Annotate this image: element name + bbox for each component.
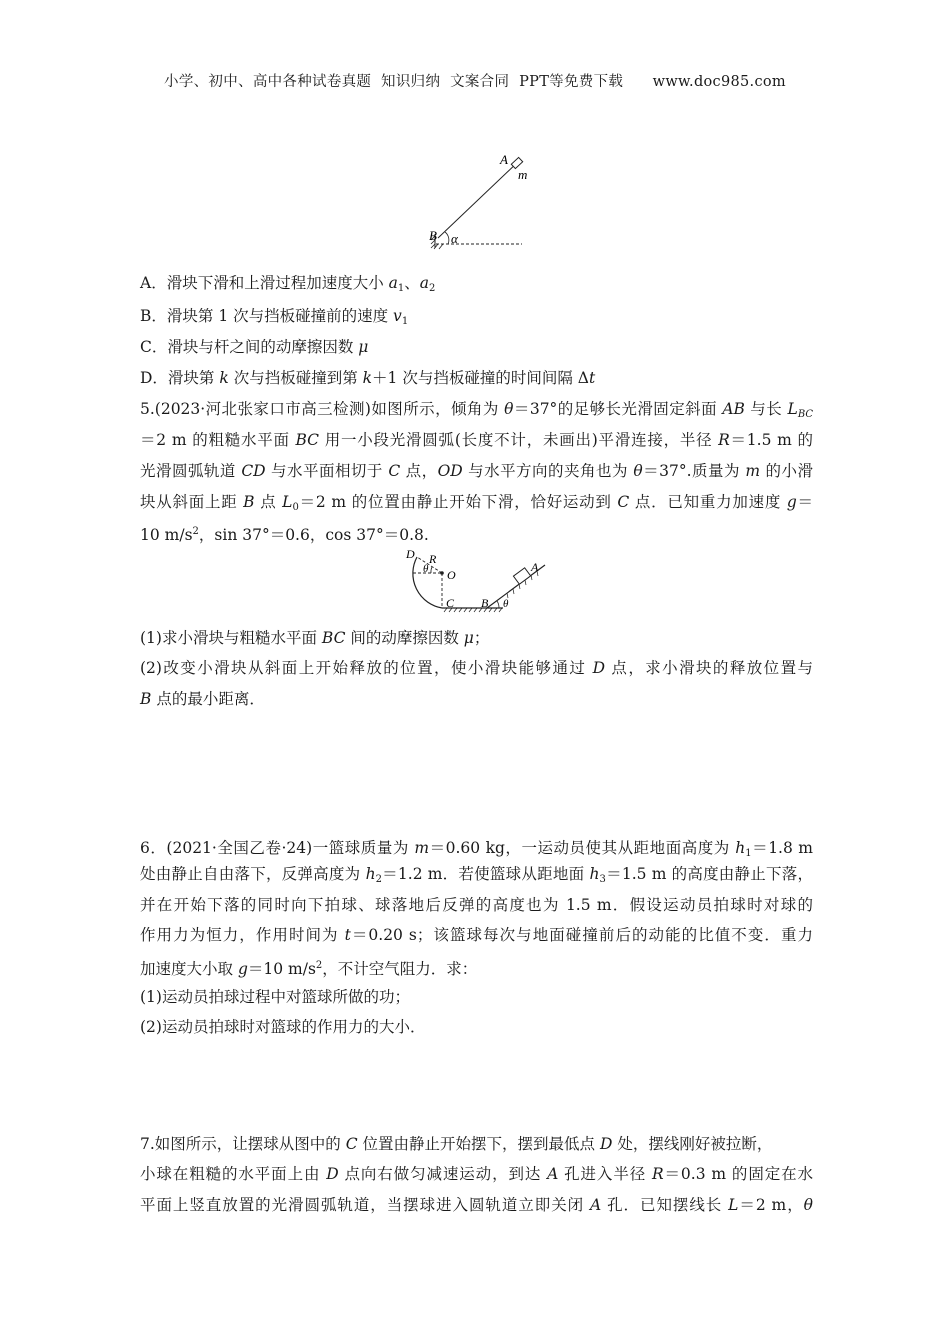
q7-line-2: 小球在粗糙的水平面上由 D 点向右做匀减速运动，到达 A 孔进入半径 R＝0.3 m 的固定在水 <box>140 1165 814 1183</box>
center-point <box>440 571 444 575</box>
label-d: D <box>406 547 415 561</box>
q5-part-2: (2)改变小滑块从斜面上开始释放的位置，使小滑块能够通过 D 点，求小滑块的释放位置与 <box>140 659 813 677</box>
small-block <box>513 568 530 584</box>
q5-line-1: 5.(2023·河北张家口市高三检测)如图所示，倾角为 θ＝37°的足够长光滑固定斜面 AB 与长 $L_{BC}$ <box>140 400 813 420</box>
label-theta-2: θ <box>503 598 509 610</box>
rod-line <box>438 160 520 238</box>
label-b: B <box>429 228 437 243</box>
option-d: D．滑块第 k 次与挡板碰撞到第 k＋1 次与挡板碰撞的时间间隔 Δt <box>140 369 596 387</box>
label-alpha: α <box>451 231 458 246</box>
label-r: R <box>429 552 437 566</box>
figure-rod-slider <box>420 148 530 250</box>
label-a: A <box>500 152 508 167</box>
option-a: A．滑块下滑和上滑过程加速度大小 $a_1$、$a_2$ <box>140 274 436 294</box>
label-m: m <box>518 167 528 182</box>
label-b: B <box>481 596 489 610</box>
q6-line-2: 处由静止自由落下，反弹高度为 $h_2=1.2$ m．若使篮球从距地面 $h_3=1.5$ m 的高度由静止下落， <box>140 865 814 885</box>
q6-line-4: 作用力为恒力，作用时间为 t＝0.20 s；该篮球每次与地面碰撞前后的动能的比值不变．重力 <box>140 926 813 944</box>
label-c: C <box>446 596 455 610</box>
q7-line-3: 平面上竖直放置的光滑圆弧轨道，当摆球进入圆轨道立即关闭 A 孔．已知摆线长 L＝2 m，θ <box>140 1196 813 1214</box>
q5-part-3: B 点的最小距离． <box>140 690 265 708</box>
q6-line-5: 加速度大小取 g＝10 $m/s^2$，不计空气阻力．求： <box>140 960 478 978</box>
q6-part-1: (1)运动员拍球过程中对篮球所做的功； <box>140 988 410 1006</box>
incline-angle-arc <box>497 601 499 608</box>
q6-line-1: 6．(2021·全国乙卷·24)一篮球质量为 m＝0.60 kg，一运动员使其从距地面高度为 $h_1=1.8$ m <box>140 839 814 859</box>
od-angle-arc <box>431 567 432 573</box>
label-theta-1: θ <box>423 563 429 575</box>
q5-line-5: 10 $m/s^2$，sin 37°＝0.6，cos 37°＝0.8. <box>140 526 429 544</box>
figure-track <box>395 545 555 621</box>
angle-arc <box>445 232 449 244</box>
q6-part-2: (2)运动员拍球时对篮球的作用力的大小． <box>140 1018 426 1036</box>
q6-line-3: 并在开始下落的同时向下拍球、球落地后反弹的高度也为 1.5 m．假设运动员拍球时对球的 <box>140 896 813 914</box>
q5-line-4: 块从斜面上距 B 点 $L_0=2$ m 的位置由静止开始下滑，恰好运动到 C 点．已知重力加速度 g＝ <box>140 493 813 513</box>
page-header: 小学、初中、高中各种试卷真题 知识归纳 文案合同 PPT等免费下载 www.doc985.com <box>164 74 786 90</box>
q5-part-1: (1)求小滑块与粗糙水平面 BC 间的动摩擦因数 μ； <box>140 629 490 647</box>
q5-line-2: ＝2 m 的粗糙水平面 BC 用一小段光滑圆弧(长度不计，未画出)平滑连接，半径 R＝1.5 m 的 <box>140 431 814 449</box>
label-a: A <box>531 560 539 574</box>
option-b: B．滑块第 1 次与挡板碰撞前的速度 $v_1$ <box>140 307 409 327</box>
label-o: O <box>447 568 456 582</box>
option-c: C．滑块与杆之间的动摩擦因数 μ <box>140 338 369 356</box>
q5-line-3: 光滑圆弧轨道 CD 与水平面相切于 C 点，OD 与水平方向的夹角也为 θ＝37°.质量为 m 的小滑 <box>140 462 813 480</box>
q7-line-1: 7.如图所示，让摆球从图中的 C 位置由静止开始摆下，摆到最低点 D 处，摆线刚好被拉断， <box>140 1135 773 1153</box>
